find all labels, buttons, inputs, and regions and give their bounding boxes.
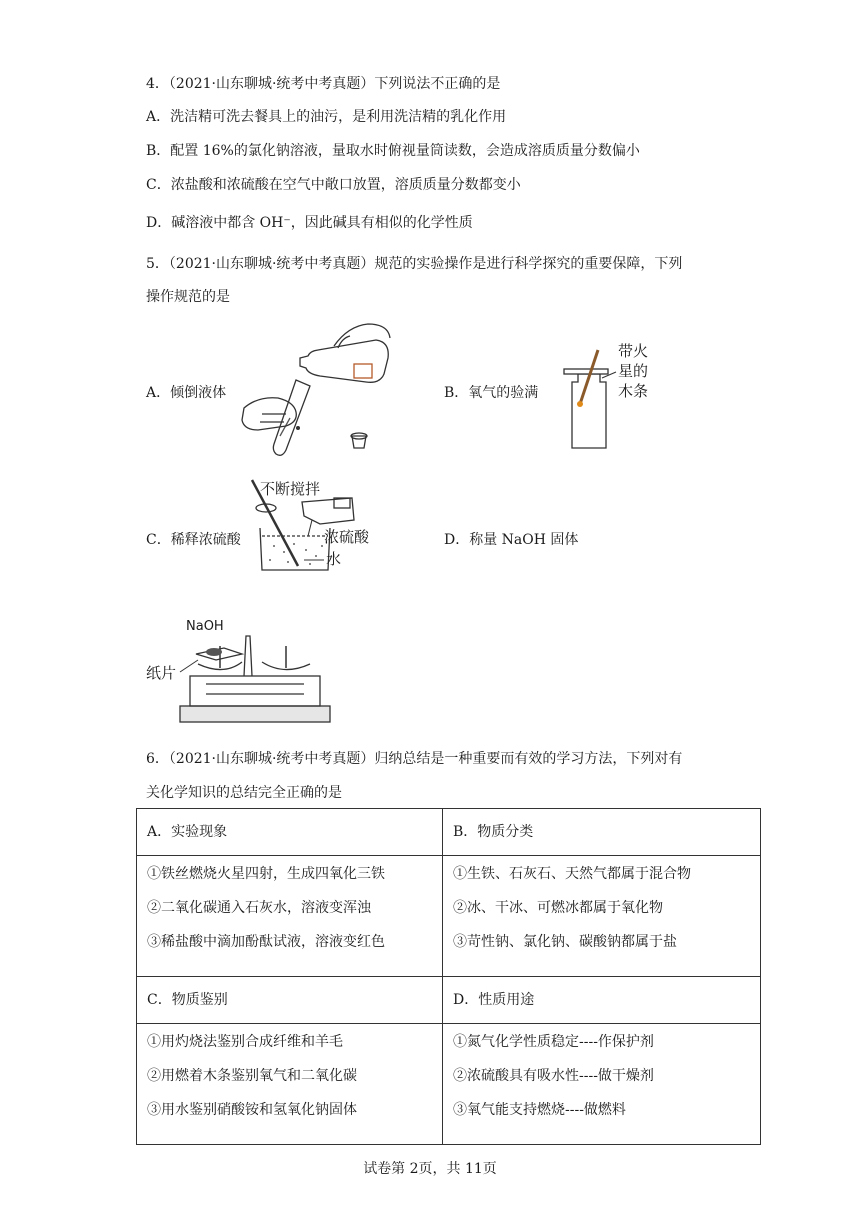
cell-c-title: C．物质鉴别 [137, 977, 443, 1024]
cell-a-items [137, 856, 443, 977]
cell-b-items [443, 856, 761, 977]
q4-option-b: B．配置 16%的氯化钠溶液，量取水时俯视量筒读数，会造成溶质质量分数偏小 [146, 143, 640, 159]
q5-option-d-label: D．称量 NaOH 固体 [444, 532, 579, 548]
q4-option-d: D．碱溶液中都含 OH⁻，因此碱具有相似的化学性质 [146, 215, 473, 231]
q5-option-a-label: A．倾倒液体 [146, 385, 227, 401]
cell-b-item-3: ③苛性钠、氯化钠、碳酸钠都属于盐 [453, 934, 677, 950]
naoh-label: NaOH [186, 619, 224, 634]
cell-b-item-1: ①生铁、石灰石、天然气都属于混合物 [453, 866, 691, 882]
pouring-liquid-figure [238, 318, 398, 463]
q6-stem-line2: 关化学知识的总结完全正确的是 [146, 785, 342, 801]
cell-c-items [137, 1024, 443, 1145]
cell-a-item-1: ①铁丝燃烧火星四射，生成四氧化三铁 [147, 866, 385, 882]
cell-c-item-3: ③用水鉴别硝酸铵和氢氧化钠固体 [147, 1102, 357, 1118]
page-footer: 试卷第 2页，共 11页 [363, 1161, 497, 1177]
ember-stick-label-3: 木条 [618, 382, 649, 400]
cell-c-item-1: ①用灼烧法鉴别合成纤维和羊毛 [147, 1034, 343, 1050]
cell-b-title: B．物质分类 [443, 809, 761, 856]
cell-b-item-2: ②冰、干冰、可燃冰都属于氧化物 [453, 900, 663, 916]
cell-d-title: D．性质用途 [443, 977, 761, 1024]
cell-d-item-3: ③氧气能支持燃烧----做燃料 [453, 1102, 626, 1118]
q4-option-c: C．浓盐酸和浓硫酸在空气中敞口放置，溶质质量分数都变小 [146, 177, 521, 193]
q4-stem: 4．（2021·山东聊城·统考中考真题）下列说法不正确的是 [146, 76, 501, 92]
conc-acid-label: 浓硫酸 [324, 528, 370, 546]
weighing-naoh-figure [146, 616, 336, 728]
q5-option-b-label: B．氧气的验满 [444, 385, 539, 401]
oxygen-test-figure [558, 342, 678, 454]
cell-a-item-2: ②二氧化碳通入石灰水，溶液变浑浊 [147, 900, 371, 916]
dilute-sulfuric-acid-figure [244, 476, 384, 576]
q5-stem-line1: 5．（2021·山东聊城·统考中考真题）规范的实验操作是进行科学探究的重要保障，下列 [146, 256, 683, 272]
stir-label: 不断搅拌 [260, 480, 321, 498]
q6-stem-line1: 6．（2021·山东聊城·统考中考真题）归纳总结是一种重要而有效的学习方法，下列对有 [146, 751, 683, 767]
q5-option-c-label: C．稀释浓硫酸 [146, 532, 241, 548]
water-label: 水 [326, 550, 342, 568]
q4-option-a: A．洗洁精可洗去餐具上的油污，是利用洗洁精的乳化作用 [146, 109, 507, 125]
cell-d-items [443, 1024, 761, 1145]
cell-c-item-2: ②用燃着木条鉴别氧气和二氧化碳 [147, 1068, 357, 1084]
cell-a-item-3: ③稀盐酸中滴加酚酞试液，溶液变红色 [147, 934, 385, 950]
paper-label: 纸片 [146, 664, 177, 682]
ember-stick-label-2: 星的 [618, 362, 649, 380]
summary-table [136, 808, 761, 1145]
ember-stick-label-1: 带火 [618, 342, 649, 360]
cell-d-item-1: ①氮气化学性质稳定----作保护剂 [453, 1034, 654, 1050]
q5-stem-line2: 操作规范的是 [146, 289, 230, 305]
cell-a-title: A．实验现象 [137, 809, 443, 856]
cell-d-item-2: ②浓硫酸具有吸水性----做干燥剂 [453, 1068, 654, 1084]
